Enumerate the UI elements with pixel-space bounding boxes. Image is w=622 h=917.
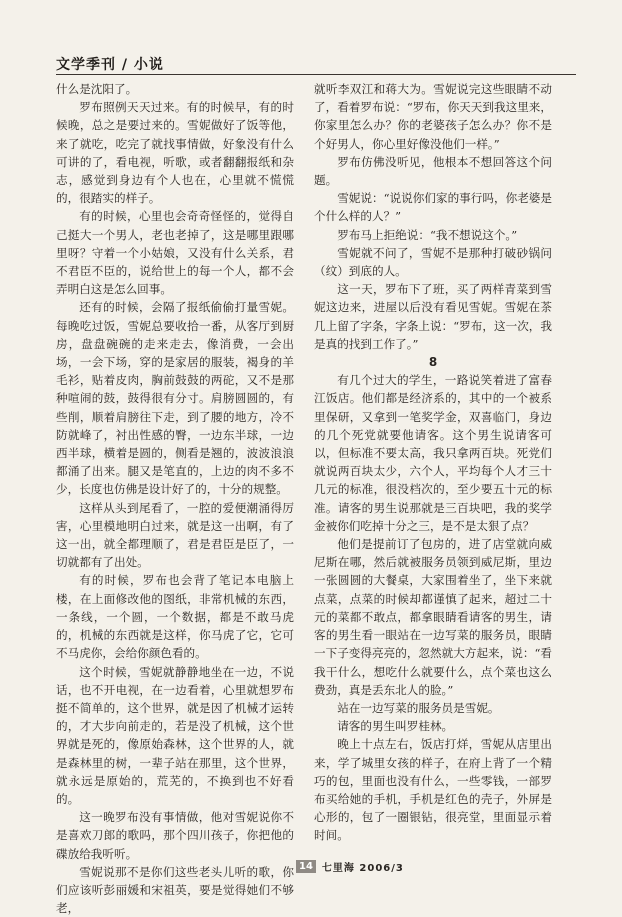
paragraph: 有的时候，心里也会奇奇怪怪的，觉得自己挺大一个男人，老也老掉了，这是哪里跟哪里呀？守着一个小姑娘，又没有什么关系，君不君臣不臣的，说给世上的每一个人，都不会弄明白这是怎么回事。 [56, 209, 294, 297]
magazine-issue: 七里海 2006/3 [321, 862, 404, 874]
right-column-bottom [314, 371, 552, 844]
paragraph: 雪妮说：“说说你们家的事行吗，你老婆是个什么样的人？” [314, 191, 552, 224]
page-header [56, 54, 576, 74]
paragraph: 就听李双江和蒋大为。雪妮说完这些眼睛不动了，看着罗布说：“罗布，你天天到我这里来，你家里怎么办？你的老婆孩子怎么办？你不是个好男人，你心里好像没他们一样。” [314, 82, 552, 151]
paragraph: 还有的时候，会隔了报纸偷偷打量雪妮。每晚吃过饭，雪妮总要收拾一番，从客厅到厨房，盘盘碗碗的走来走去，像消费，一会出场，一会下场，穿的是家居的服装，褐身的羊毛衫，贴着皮肉，胸前鼓鼓的两砣，又不是那种喧闹的鼓，鼓得很有分寸。肩膀圆圆的，有些削，顺着肩膀往下走，到了腰的地方，冷不防就峰了，衬出性感的臀，一边东半球，一边西半球，横着是圆的，侧看是翘的，波波浪浪都涌了出来。腿又是笔直的，上边的肉不多不少，长度也仿佛是设计好了的，十分的规整。 [56, 300, 294, 497]
paragraph: 罗布马上拒绝说：“我不想说这个。” [337, 227, 518, 242]
page-number: 14 [296, 860, 316, 873]
left-column [56, 80, 294, 917]
paragraph: 这一天，罗布下了班，买了两样青菜到雪妮这边来，进屋以后没有看见雪妮。雪妮在茶几上留了字条，字条上说：“罗布，这一次，我是真的找到工作了。” [314, 282, 552, 351]
paragraph: 有的时候，罗布也会背了笔记本电脑上楼，在上面修改他的图纸，非常机械的东西，一条线，一个圆，一个数据，都是不敢马虎的，机械的东西就是这样，你马虎了它，它可不马虎你，会给你颜色看的。 [56, 573, 294, 661]
paragraph: 雪妮就不问了，雪妮不是那种打破砂锅问（纹）到底的人。 [314, 245, 552, 279]
paragraph: 这个时候，雪妮就静静地坐在一边，不说话，也不开电视，在一边看着，心里就想罗布挺不简单的，这个世界，就是因了机械才运转的，才大步向前走的，若是没了机械，这个世界就是死的，像原始森林，这个世界的人，就是森林里的树，一辈子站在那里，这个世界，就永远是原始的，荒芜的，不换到也不好看的。 [56, 664, 294, 806]
paragraph: 罗布照例天天过来。有的时候早，有的时候晚，总之是要过来的。雪妮做好了饭等他，来了就吃，吃完了就找事情做，好象没有什么可讲的了，看电视，听歌，或者翻翻报纸和杂志，感觉到身边有个人也在，心里就不慌慌的，很踏实的样子。 [56, 100, 294, 206]
page-footer [296, 858, 404, 874]
section-title: 文学季刊 / 小说 [56, 57, 164, 73]
paragraph: 有几个过大的学生，一路说笑着进了富春江饭店。他们都是经济系的，其中的一个被系里保研，又拿到一笔奖学金，双喜临门，身边的几个死党就要他请客。这个男生说请客可以，但标准不要太高，我只拿两百块。死党们就说两百块太少，六个人，平均每个人才三十几元的标准，很没档次的，至少要五十元的标准。请客的男生说那就是三百块吧，我的奖学金被你们吃掉十分之三，是不是太狠了点？ [314, 373, 552, 533]
paragraph: 请客的男生叫罗桂林。 [337, 719, 454, 734]
header-rule [56, 74, 576, 75]
right-column [314, 80, 552, 845]
paragraph: 站在一边写菜的服务员是雪妮。 [337, 700, 500, 715]
section-number: 8 [428, 355, 438, 370]
paragraph: 这样从头到尾看了，一腔的爱便潮涌得厉害，心里模地明白过来，就是这一出啊，有了这一出，就全都理顺了，君是君臣是臣了，一切就都有了出处。 [56, 500, 294, 570]
paragraph: 什么是沈阳了。 [56, 82, 138, 96]
paragraph: 他们是提前订了包房的，进了店堂就向威尼斯在哪，然后就被服务员领到威尼斯，里边一张圆圆的大餐桌，大家围着坐了，坐下来就点菜，点菜的时候却都谨慎了起来，超过二十元的菜都不敢点，都拿眼睛看请客的男生，请客的男生看一眼站在一边写菜的服务员，眼睛一下子变得亮亮的，忽然就大方起来，说：“看我干什么，想吃什么就要什么，点个菜也这么费劲，真是丢东北人的脸。” [314, 537, 552, 697]
paragraph: 罗布仿佛没听见，他根本不想回答这个问题。 [314, 154, 552, 188]
paragraph: 这一晚罗布没有事情做，他对雪妮说你不是喜欢刀郎的歌吗，那个四川孩子，你把他的碟放给我听听。 [56, 810, 294, 861]
paragraph: 雪妮说那不是你们这些老头儿听的歌，你们应该听彭丽媛和宋祖英，要是觉得她们不够老， [56, 864, 294, 916]
paragraph: 晚上十点左右，饭店打烊，雪妮从店里出来，学了城里女孩的样子，在府上背了一个精巧的包，里面也没有什么，一些零钱，一部罗布买给她的手机，手机是红色的壳子，外屏是心形的，包了一圈银钻，很亮堂，里面显示着时间。 [314, 737, 552, 843]
right-column-top [314, 80, 552, 353]
